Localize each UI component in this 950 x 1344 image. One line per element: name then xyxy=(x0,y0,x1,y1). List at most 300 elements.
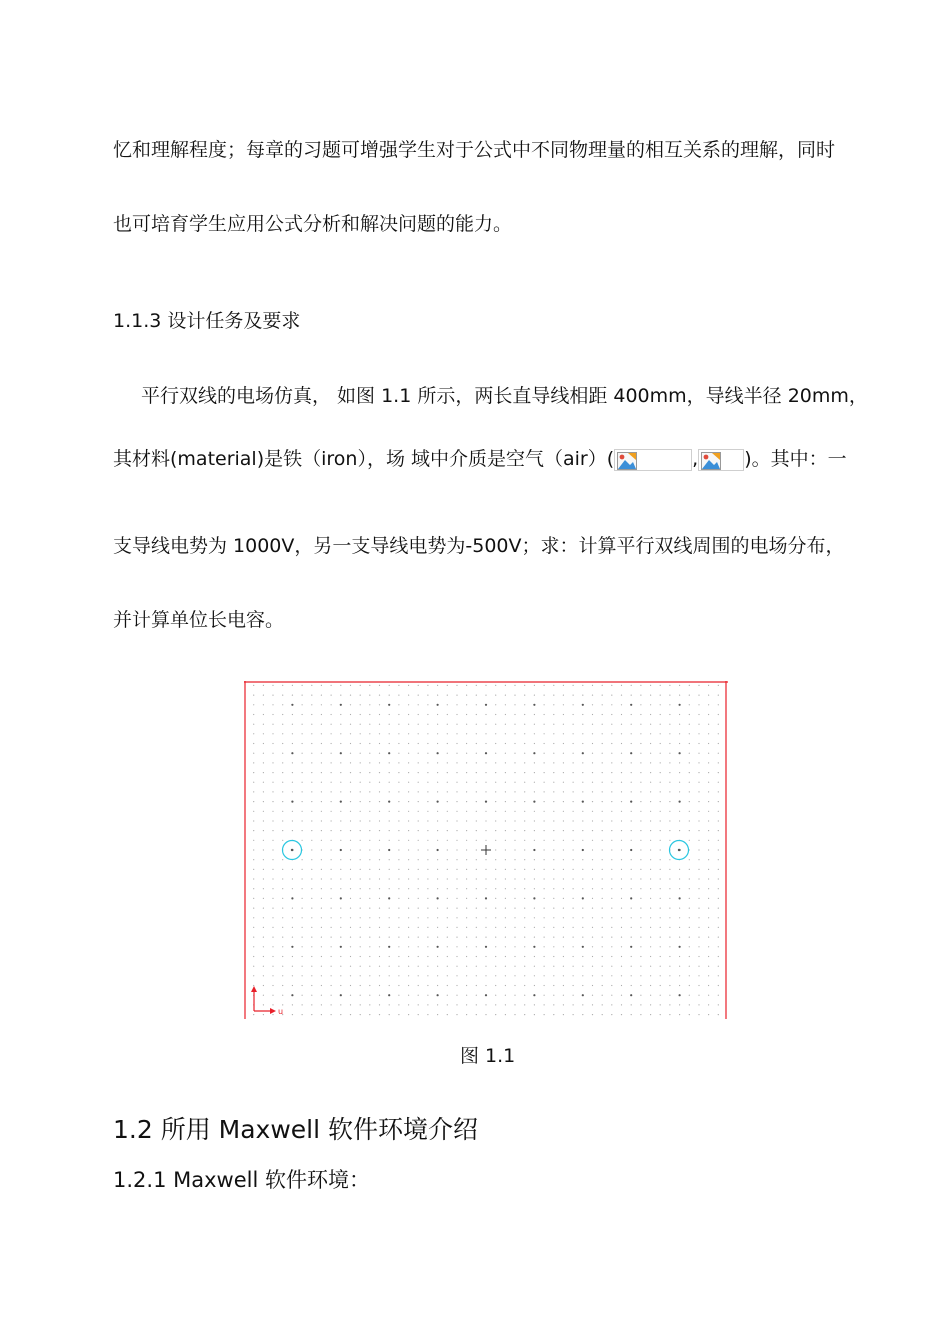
grid-dot xyxy=(263,704,264,705)
grid-dot xyxy=(369,695,370,696)
grid-dot xyxy=(524,869,525,870)
grid-dot xyxy=(292,917,293,918)
grid-dot xyxy=(369,937,370,938)
grid-major-dot xyxy=(485,752,487,754)
grid-dot xyxy=(456,956,457,957)
grid-dot xyxy=(669,695,670,696)
grid-dot xyxy=(476,733,477,734)
grid-dot xyxy=(514,811,515,812)
grid-dot xyxy=(321,898,322,899)
grid-dot xyxy=(563,878,564,879)
grid-dot xyxy=(660,927,661,928)
grid-dot xyxy=(369,762,370,763)
grid-dot xyxy=(379,869,380,870)
grid-dot xyxy=(524,917,525,918)
grid-dot xyxy=(379,820,380,821)
grid-dot xyxy=(582,791,583,792)
grid-dot xyxy=(292,811,293,812)
grid-dot xyxy=(563,917,564,918)
grid-dot xyxy=(631,869,632,870)
grid-dot xyxy=(621,753,622,754)
grid-dot xyxy=(437,927,438,928)
grid-major-dot xyxy=(291,897,293,899)
grid-dot xyxy=(253,782,254,783)
grid-dot xyxy=(611,966,612,967)
grid-dot xyxy=(272,888,273,889)
grid-dot xyxy=(514,714,515,715)
grid-dot xyxy=(534,743,535,744)
grid-dot xyxy=(369,995,370,996)
grid-dot xyxy=(466,908,467,909)
grid-dot xyxy=(534,908,535,909)
broken-image-icon xyxy=(614,449,692,471)
grid-dot xyxy=(582,695,583,696)
grid-dot xyxy=(408,888,409,889)
grid-dot xyxy=(321,695,322,696)
grid-dot xyxy=(418,772,419,773)
grid-dot xyxy=(437,859,438,860)
grid-dot xyxy=(302,966,303,967)
grid-dot xyxy=(456,937,457,938)
grid-dot xyxy=(389,975,390,976)
grid-dot xyxy=(611,946,612,947)
grid-dot xyxy=(418,946,419,947)
grid-dot xyxy=(427,762,428,763)
grid-dot xyxy=(708,695,709,696)
grid-dot xyxy=(369,878,370,879)
grid-dot xyxy=(398,714,399,715)
grid-dot xyxy=(418,782,419,783)
grid-dot xyxy=(621,704,622,705)
grid-dot xyxy=(553,811,554,812)
grid-dot xyxy=(553,695,554,696)
grid-dot xyxy=(621,849,622,850)
grid-dot xyxy=(340,830,341,831)
grid-dot xyxy=(669,1004,670,1005)
grid-dot xyxy=(669,1014,670,1015)
grid-dot xyxy=(679,782,680,783)
grid-dot xyxy=(292,1014,293,1015)
grid-dot xyxy=(408,1014,409,1015)
grid-dot xyxy=(495,985,496,986)
grid-dot xyxy=(321,966,322,967)
grid-dot xyxy=(669,830,670,831)
grid-dot xyxy=(360,840,361,841)
grid-dot xyxy=(408,859,409,860)
grid-dot xyxy=(544,966,545,967)
grid-dot xyxy=(456,995,457,996)
grid-dot xyxy=(485,956,486,957)
grid-dot xyxy=(350,859,351,860)
grid-dot xyxy=(292,791,293,792)
grid-dot xyxy=(553,985,554,986)
grid-dot xyxy=(582,762,583,763)
grid-dot xyxy=(640,956,641,957)
grid-dot xyxy=(321,937,322,938)
grid-dot xyxy=(592,975,593,976)
grid-dot xyxy=(331,714,332,715)
grid-dot xyxy=(640,917,641,918)
grid-dot xyxy=(708,869,709,870)
grid-dot xyxy=(495,743,496,744)
grid-dot xyxy=(379,937,380,938)
grid-dot xyxy=(302,927,303,928)
grid-dot xyxy=(340,927,341,928)
grid-dot xyxy=(369,985,370,986)
grid-dot xyxy=(282,878,283,879)
grid-dot xyxy=(640,695,641,696)
grid-dot xyxy=(708,733,709,734)
grid-dot xyxy=(698,1004,699,1005)
grid-dot xyxy=(679,811,680,812)
grid-dot xyxy=(369,946,370,947)
grid-dot xyxy=(679,975,680,976)
grid-dot xyxy=(514,849,515,850)
grid-dot xyxy=(447,753,448,754)
grid-dot xyxy=(350,695,351,696)
grid-dot xyxy=(708,762,709,763)
grid-dot xyxy=(321,762,322,763)
grid-dot xyxy=(437,908,438,909)
grid-dot xyxy=(398,772,399,773)
grid-dot xyxy=(311,869,312,870)
grid-dot xyxy=(708,888,709,889)
grid-dot xyxy=(447,811,448,812)
grid-dot xyxy=(505,782,506,783)
grid-dot xyxy=(640,878,641,879)
grid-dot xyxy=(282,733,283,734)
grid-dot xyxy=(611,840,612,841)
grid-dot xyxy=(621,762,622,763)
grid-dot xyxy=(379,908,380,909)
grid-dot xyxy=(718,995,719,996)
grid-dot xyxy=(514,859,515,860)
grid-major-dot xyxy=(291,704,293,706)
grid-dot xyxy=(495,772,496,773)
grid-dot xyxy=(679,791,680,792)
grid-dot xyxy=(408,869,409,870)
grid-dot xyxy=(514,733,515,734)
grid-dot xyxy=(563,840,564,841)
grid-dot xyxy=(582,811,583,812)
grid-dot xyxy=(640,859,641,860)
grid-dot xyxy=(524,878,525,879)
grid-dot xyxy=(263,908,264,909)
grid-dot xyxy=(321,888,322,889)
grid-dot xyxy=(350,966,351,967)
grid-dot xyxy=(621,966,622,967)
grid-dot xyxy=(592,985,593,986)
grid-dot xyxy=(398,946,399,947)
grid-dot xyxy=(660,975,661,976)
grid-dot xyxy=(447,917,448,918)
grid-dot xyxy=(360,743,361,744)
grid-dot xyxy=(263,714,264,715)
grid-dot xyxy=(505,801,506,802)
grid-dot xyxy=(708,937,709,938)
grid-dot xyxy=(582,878,583,879)
grid-dot xyxy=(640,772,641,773)
grid-dot xyxy=(331,908,332,909)
grid-dot xyxy=(563,1004,564,1005)
grid-dot xyxy=(485,1014,486,1015)
grid-dot xyxy=(437,724,438,725)
grid-dot xyxy=(631,830,632,831)
grid-dot xyxy=(340,724,341,725)
grid-dot xyxy=(369,743,370,744)
grid-dot xyxy=(708,878,709,879)
grid-major-dot xyxy=(533,946,535,948)
grid-dot xyxy=(718,859,719,860)
grid-dot xyxy=(640,966,641,967)
broken-image-icon xyxy=(698,449,744,471)
grid-dot xyxy=(553,995,554,996)
grid-dot xyxy=(524,840,525,841)
grid-dot xyxy=(495,753,496,754)
grid-dot xyxy=(466,937,467,938)
grid-dot xyxy=(573,878,574,879)
grid-dot xyxy=(427,830,428,831)
grid-dot xyxy=(379,946,380,947)
grid-dot xyxy=(292,743,293,744)
grid-dot xyxy=(698,908,699,909)
grid-dot xyxy=(621,1014,622,1015)
grid-dot xyxy=(253,811,254,812)
grid-dot xyxy=(437,830,438,831)
grid-dot xyxy=(621,811,622,812)
grid-dot xyxy=(485,908,486,909)
grid-dot xyxy=(505,753,506,754)
grid-dot xyxy=(418,975,419,976)
grid-dot xyxy=(427,937,428,938)
grid-dot xyxy=(369,772,370,773)
grid-dot xyxy=(398,985,399,986)
grid-dot xyxy=(534,820,535,821)
grid-dot xyxy=(718,985,719,986)
grid-major-dot xyxy=(582,849,584,851)
grid-dot xyxy=(340,840,341,841)
grid-dot xyxy=(340,888,341,889)
grid-dot xyxy=(718,946,719,947)
grid-dot xyxy=(427,985,428,986)
grid-dot xyxy=(253,927,254,928)
grid-dot xyxy=(689,937,690,938)
grid-dot xyxy=(534,811,535,812)
grid-dot xyxy=(679,733,680,734)
grid-dot xyxy=(302,878,303,879)
grid-dot xyxy=(553,724,554,725)
grid-dot xyxy=(350,985,351,986)
grid-dot xyxy=(398,898,399,899)
grid-dot xyxy=(379,898,380,899)
grid-dot xyxy=(553,908,554,909)
grid-dot xyxy=(582,985,583,986)
grid-dot xyxy=(272,830,273,831)
grid-dot xyxy=(640,762,641,763)
grid-dot xyxy=(272,966,273,967)
grid-dot xyxy=(708,820,709,821)
grid-dot xyxy=(340,1004,341,1005)
grid-major-dot xyxy=(388,801,390,803)
grid-dot xyxy=(573,859,574,860)
grid-dot xyxy=(708,995,709,996)
grid-dot xyxy=(669,685,670,686)
grid-dot xyxy=(563,791,564,792)
grid-dot xyxy=(340,743,341,744)
grid-dot xyxy=(524,927,525,928)
grid-dot xyxy=(476,849,477,850)
grid-dot xyxy=(282,772,283,773)
grid-dot xyxy=(621,888,622,889)
grid-dot xyxy=(660,791,661,792)
grid-dot xyxy=(389,859,390,860)
grid-dot xyxy=(640,849,641,850)
grid-dot xyxy=(621,917,622,918)
grid-dot xyxy=(689,966,690,967)
grid-dot xyxy=(263,733,264,734)
grid-dot xyxy=(427,733,428,734)
grid-dot xyxy=(321,985,322,986)
grid-dot xyxy=(660,762,661,763)
grid-dot xyxy=(272,762,273,763)
grid-dot xyxy=(534,714,535,715)
grid-dot xyxy=(592,820,593,821)
grid-dot xyxy=(447,704,448,705)
grid-dot xyxy=(408,820,409,821)
grid-dot xyxy=(427,878,428,879)
grid-dot xyxy=(456,801,457,802)
grid-dot xyxy=(253,762,254,763)
grid-dot xyxy=(602,762,603,763)
grid-major-dot xyxy=(388,994,390,996)
grid-dot xyxy=(669,724,670,725)
grid-dot xyxy=(476,975,477,976)
grid-dot xyxy=(360,1014,361,1015)
grid-dot xyxy=(602,801,603,802)
grid-dot xyxy=(524,743,525,744)
grid-dot xyxy=(302,975,303,976)
grid-dot xyxy=(321,849,322,850)
grid-dot xyxy=(640,869,641,870)
grid-dot xyxy=(485,869,486,870)
grid-dot xyxy=(447,743,448,744)
grid-dot xyxy=(331,917,332,918)
grid-dot xyxy=(582,1004,583,1005)
grid-dot xyxy=(573,685,574,686)
grid-dot xyxy=(321,704,322,705)
grid-dot xyxy=(505,724,506,725)
grid-dot xyxy=(505,849,506,850)
grid-dot xyxy=(272,782,273,783)
grid-dot xyxy=(631,956,632,957)
grid-dot xyxy=(514,975,515,976)
grid-dot xyxy=(447,946,448,947)
grid-dot xyxy=(544,801,545,802)
grid-dot xyxy=(650,927,651,928)
grid-dot xyxy=(505,869,506,870)
grid-dot xyxy=(427,724,428,725)
grid-dot xyxy=(563,849,564,850)
grid-dot xyxy=(631,685,632,686)
grid-dot xyxy=(495,849,496,850)
grid-dot xyxy=(592,966,593,967)
grid-major-dot xyxy=(533,752,535,754)
grid-dot xyxy=(640,743,641,744)
grid-dot xyxy=(524,704,525,705)
grid-dot xyxy=(466,791,467,792)
grid-dot xyxy=(476,840,477,841)
grid-dot xyxy=(437,733,438,734)
grid-dot xyxy=(563,772,564,773)
grid-dot xyxy=(350,801,351,802)
grid-dot xyxy=(534,878,535,879)
grid-dot xyxy=(282,927,283,928)
grid-dot xyxy=(708,811,709,812)
grid-dot xyxy=(602,791,603,792)
grid-dot xyxy=(311,811,312,812)
grid-dot xyxy=(640,1004,641,1005)
grid-dot xyxy=(582,1014,583,1015)
grid-major-dot xyxy=(485,946,487,948)
grid-dot xyxy=(495,704,496,705)
grid-dot xyxy=(302,859,303,860)
grid-dot xyxy=(418,704,419,705)
grid-dot xyxy=(573,985,574,986)
grid-dot xyxy=(321,714,322,715)
grid-dot xyxy=(524,820,525,821)
grid-dot xyxy=(524,762,525,763)
grid-dot xyxy=(360,772,361,773)
grid-dot xyxy=(718,1014,719,1015)
grid-dot xyxy=(321,956,322,957)
grid-dot xyxy=(689,1014,690,1015)
grid-dot xyxy=(718,714,719,715)
grid-dot xyxy=(631,908,632,909)
grid-dot xyxy=(311,704,312,705)
grid-dot xyxy=(321,724,322,725)
grid-dot xyxy=(505,985,506,986)
grid-dot xyxy=(272,1004,273,1005)
grid-dot xyxy=(369,840,370,841)
grid-major-dot xyxy=(533,704,535,706)
grid-dot xyxy=(718,820,719,821)
grid-dot xyxy=(408,704,409,705)
grid-dot xyxy=(524,956,525,957)
grid-dot xyxy=(456,878,457,879)
grid-dot xyxy=(389,714,390,715)
grid-dot xyxy=(573,995,574,996)
grid-dot xyxy=(505,956,506,957)
grid-dot xyxy=(311,849,312,850)
grid-dot xyxy=(640,1014,641,1015)
grid-dot xyxy=(669,898,670,899)
grid-dot xyxy=(350,946,351,947)
grid-dot xyxy=(321,908,322,909)
grid-dot xyxy=(689,811,690,812)
grid-dot xyxy=(602,869,603,870)
grid-dot xyxy=(427,704,428,705)
grid-dot xyxy=(495,995,496,996)
grid-dot xyxy=(476,791,477,792)
grid-dot xyxy=(650,704,651,705)
grid-dot xyxy=(272,869,273,870)
grid-dot xyxy=(602,975,603,976)
grid-dot xyxy=(437,966,438,967)
grid-dot xyxy=(679,685,680,686)
grid-dot xyxy=(447,995,448,996)
grid-dot xyxy=(505,946,506,947)
grid-dot xyxy=(263,724,264,725)
